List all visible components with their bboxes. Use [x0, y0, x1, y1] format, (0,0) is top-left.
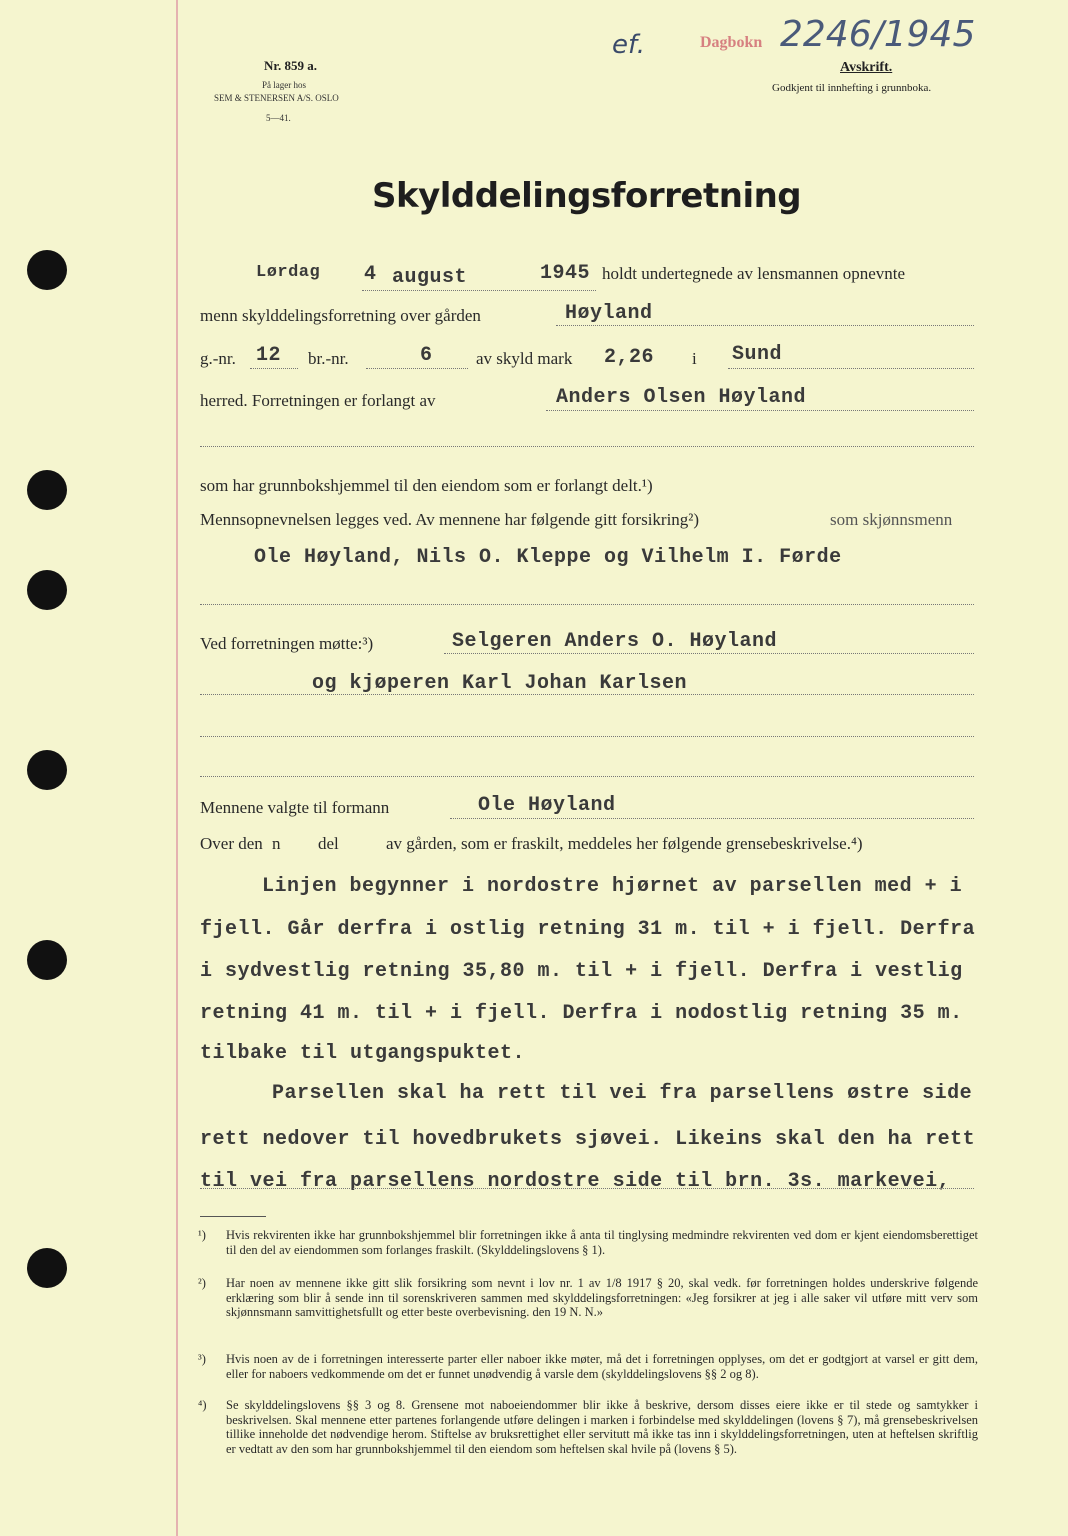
menn-text: Mennsopnevnelsen legges ved. Av mennene har følgende gitt forsikring²) [200, 510, 700, 529]
skyld-label: av skyld mark [476, 349, 573, 368]
binder-hole [27, 940, 67, 980]
publisher-date: 5—41. [266, 113, 291, 123]
bnr-value: 6 [420, 344, 433, 367]
dotted-line [362, 290, 596, 291]
stamp-text: Dagbokn [700, 34, 763, 51]
boundary-line: tilbake til utgangspuktet. [200, 1042, 526, 1065]
month-value: august [392, 266, 468, 289]
menn-suffix: som skjønnsmenn [830, 510, 953, 529]
dotted-line [200, 736, 974, 737]
boundary-line: retning 41 m. til + i fjell. Derfra i nodostlig retning 35 m. [200, 1002, 963, 1025]
footnote-rule [200, 1216, 266, 1217]
skyld-value: 2,26 [604, 346, 655, 369]
binder-hole [27, 750, 67, 790]
over-label: Over den [200, 834, 263, 853]
publisher-line: SEM & STENERSEN A/S. OSLO [214, 93, 339, 103]
footnote [198, 1352, 978, 1381]
dotted-line [450, 818, 974, 819]
binder-hole [27, 470, 67, 510]
dotted-line [200, 694, 974, 695]
year-value: 1945 [540, 262, 591, 285]
footnote-number: ³) [198, 1352, 206, 1366]
chairman-label: Mennene valgte til formann [200, 798, 390, 817]
footnote-number: ¹) [198, 1228, 206, 1242]
farm-name: Høyland [565, 302, 653, 325]
del-label: del [318, 834, 339, 853]
dotted-line [366, 368, 468, 369]
line4-text: herred. Forretningen er forlangt av [200, 391, 436, 410]
footnote [198, 1276, 978, 1320]
binder-hole [27, 250, 67, 290]
publisher-line: På lager hos [262, 80, 306, 90]
footnote-text: Har noen av mennene ikke gitt slik forsikring som nevnt i lov nr. 1 av 1/8 1917 § 20, skal vedk. før forretningen holdes underskrive følgende erklæring som blir å sende inn til sorenskriveren sammen med skylddelingsforretningen: «Jeg forsikrer at jeg i alle saker vil utføre mitt verv som skjønnsmann samvittighetsfullt og etter beste overbevisning. den 19 N. N.» [226, 1276, 978, 1319]
line2-text: menn skylddelingsforretning over gården [200, 306, 481, 325]
footnote-number: ⁴) [198, 1398, 207, 1412]
dotted-line [200, 604, 974, 605]
approval-text: Godkjent til innhefting i grunnboka. [772, 82, 932, 94]
present-label: Ved forretningen møtte:³) [200, 634, 374, 653]
appointed-men: Ole Høyland, Nils O. Kleppe og Vilhelm I. Førde [254, 546, 842, 569]
footnote [198, 1228, 978, 1257]
dotted-line [444, 653, 974, 654]
dotted-line [250, 368, 298, 369]
footnote-text: Hvis rekvirenten ikke har grunnbokshjemmel blir forretningen ikke å anta til tinglysing medmindre rekvirenten ved dom er kjent eiendomsberettiget til den del av eiendommen som forlanges fraskilt. (Skylddelingslovens § 1). [226, 1228, 978, 1257]
boundary-line: rett nedover til hovedbrukets sjøvei. Likeins skal den ha rett [200, 1128, 976, 1151]
boundary-line: Linjen begynner i nordostre hjørnet av parsellen med + i [262, 875, 963, 898]
chairman-value: Ole Høyland [478, 794, 616, 817]
present-seller: Selgeren Anders O. Høyland [452, 630, 778, 653]
boundary-line: til vei fra parsellens nordostre side til brn. 3s. markevei, [200, 1170, 951, 1193]
boundary-line: i sydvestlig retning 35,80 m. til + i fjell. Derfra i vestlig [200, 960, 963, 983]
description-intro: av gården, som er fraskilt, meddeles her følgende grensebeskrivelse.⁴) [386, 834, 863, 853]
registry-number: 2246/1945 [780, 14, 976, 55]
boundary-line: fjell. Går derfra i ostlig retning 31 m. til + i fjell. Derfra [200, 918, 976, 941]
in-label: i [692, 349, 697, 368]
avskrift-label: Avskrift. [840, 60, 893, 75]
over-den-suffix: n [272, 834, 281, 853]
footnote-text: Hvis noen av de i forretningen interesserte parter eller naboer ikke møter, må det i forretningen opplyses, om det er godtgjort at varsel er gitt dem, eller for naboers vedkommende om det er funnet unødvendig å varsle dem (skylddelingslovens §§ 2 og 8). [226, 1352, 978, 1381]
weekday: Lørdag [256, 263, 321, 282]
hjemmel-text: som har grunnbokshjemmel til den eiendom som er forlangt delt.¹) [200, 476, 653, 495]
binder-hole [27, 1248, 67, 1288]
present-buyer: og kjøperen Karl Johan Karlsen [312, 672, 688, 695]
footnote-text: Se skylddelingslovens §§ 3 og 8. Grensene mot naboeiendommer blir ikke å beskrive, dersom disses eiere ikke er til stede og samtykker i beskrivelsen. Skal mennene etter partenes forlangende utføre delingen i marken i forbindelse med skylddelingen (lovens § 7), må grensebeskrivelsen tillike inneholde det nødvendige herom. Stiftelse av bruksrettighet eller servitutt må ikke tas inn i skylddelingsforretningen, uten at heftelsen skriftlig er vedtatt av den som har grunnbokshjemmel til den eiendom som heftelsen skal hvile på (lovens § 5). [226, 1398, 978, 1456]
dotted-line [200, 446, 974, 447]
municipality: Sund [732, 343, 783, 366]
dotted-line [728, 368, 974, 369]
handwritten-initials: ef. [612, 30, 645, 60]
footnote-number: ²) [198, 1276, 206, 1290]
dotted-line [200, 1188, 974, 1189]
margin-line [176, 0, 178, 1536]
footnote [198, 1398, 978, 1456]
bnr-label: br.-nr. [308, 349, 349, 368]
gnr-value: 12 [256, 344, 282, 367]
day-value: 4 [364, 263, 377, 286]
dotted-line [556, 325, 974, 326]
requested-by: Anders Olsen Høyland [556, 386, 807, 409]
dotted-line [546, 410, 974, 411]
page-title: Skylddelingsforretning [372, 176, 802, 216]
line1-text: holdt undertegnede av lensmannen opnevnte [602, 264, 906, 283]
binder-hole [27, 570, 67, 610]
form-number: Nr. 859 a. [264, 58, 317, 73]
gnr-label: g.-nr. [200, 349, 236, 368]
boundary-line: Parsellen skal ha rett til vei fra parsellens østre side [272, 1082, 973, 1105]
dotted-line [200, 776, 974, 777]
